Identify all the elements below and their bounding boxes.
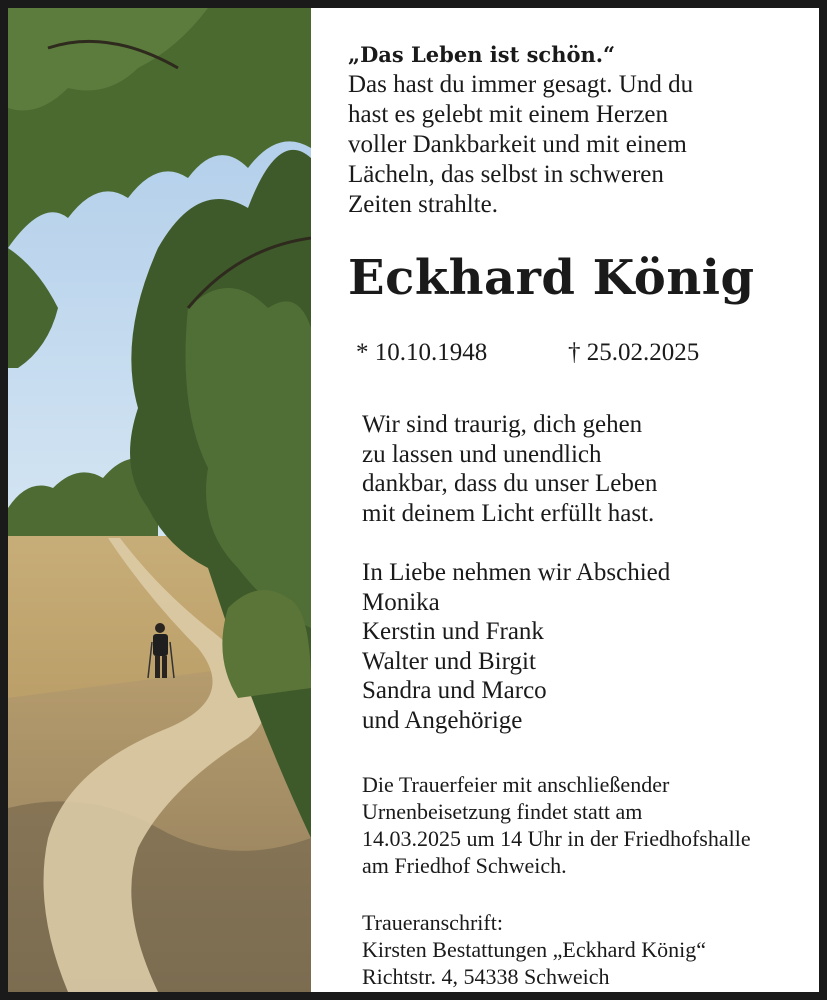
- mourners-line: In Liebe nehmen wir Abschied: [362, 559, 671, 586]
- mourner-name: Sandra und Marco: [362, 677, 547, 704]
- hiker-on-path-image: [8, 8, 311, 992]
- deceased-name: Eckhard König: [348, 250, 755, 306]
- address-line: Kirsten Bestattungen „Eckhard König“: [362, 937, 706, 962]
- quote-body: [348, 70, 818, 220]
- quote-line: voller Dankbarkeit und mit einem: [348, 131, 687, 158]
- mourning-address: [362, 909, 818, 990]
- address-line: Traueranschrift:: [362, 910, 503, 935]
- mourner-name: Walter und Birgit: [362, 647, 536, 675]
- landscape-photo: [8, 8, 311, 992]
- mourners-list: [362, 558, 818, 735]
- mourner-name: Kerstin und Frank: [362, 618, 544, 645]
- mourner-name: und Angehörige: [362, 706, 523, 734]
- obituary-text: [348, 40, 818, 990]
- ceremony-line: Die Trauerfeier mit anschließender: [362, 772, 670, 797]
- address-line: Richtstr. 4, 54338 Schweich: [362, 964, 610, 989]
- quote-line: Lächeln, das selbst in schweren: [348, 161, 664, 188]
- ceremony-line: 14.03.2025 um 14 Uhr in der Friedhofshalle: [362, 826, 751, 851]
- farewell-line: zu lassen und unendlich: [362, 440, 602, 468]
- birth-date: * 10.10.1948: [356, 339, 488, 366]
- quote-line: Zeiten strahlte.: [348, 191, 498, 218]
- quote-title: „Das Leben ist schön.“: [348, 42, 616, 67]
- mourner-name: Monika: [362, 588, 440, 616]
- farewell-line: dankbar, dass du unser Leben: [362, 470, 658, 497]
- death-date: † 25.02.2025: [568, 339, 700, 366]
- quote-line: Das hast du immer gesagt. Und du: [348, 71, 694, 98]
- farewell-line: Wir sind traurig, dich gehen: [362, 411, 643, 438]
- life-dates: [348, 338, 818, 368]
- farewell-text: [362, 410, 818, 528]
- ceremony-line: am Friedhof Schweich.: [362, 853, 567, 878]
- quote-line: hast es gelebt mit einem Herzen: [348, 101, 669, 128]
- farewell-line: mit deinem Licht erfüllt hast.: [362, 499, 655, 527]
- ceremony-line: Urnenbeisetzung findet statt am: [362, 799, 643, 824]
- ceremony-info: [362, 771, 818, 879]
